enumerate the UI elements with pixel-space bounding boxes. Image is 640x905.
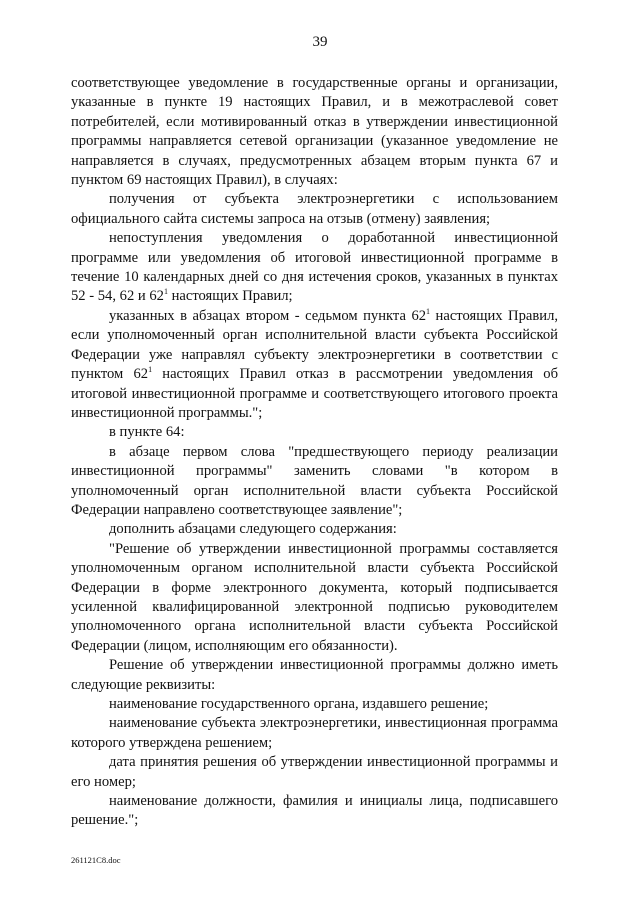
paragraph-4-text-a: указанных в абзацах втором - седьмом пункта 62 — [109, 307, 427, 324]
paragraph-6: в абзаце первом слова "предшествующего периоду реализации инвестиционной программы" заменить словами "в котором в уполномоченный орган исполнительной власти субъекта Российской Федерации направлено соответствующее заявление"; — [71, 443, 558, 518]
paragraph-10: наименование государственного органа, издавшего решение; — [109, 696, 489, 712]
paragraph-4-text-b: настоящих Правил, если уполномоченный орган исполнительной власти субъекта Российской Федерации уже направлял субъекту электроэнергетики в соответствии с пунктом 62 — [71, 307, 558, 383]
document-body — [71, 74, 558, 831]
paragraph-11: наименование субъекта электроэнергетики, инвестиционная программа которого утверждена решением; — [71, 715, 558, 751]
superscript: 1 — [426, 306, 431, 316]
paragraph-1: соответствующее уведомление в государственные органы и организации, указанные в пункте 19 настоящих Правил, и в межотраслевой совет потребителей, если мотивированный отказ в утверждении инвестиционной программы направляется сетевой организации (указанное уведомление не направляется в случаях, предусмотренных абзацем вторым пункта 67 и пунктом 69 настоящих Правил), в случаях: — [71, 75, 558, 189]
paragraph-4 — [71, 307, 558, 423]
paragraph-13: наименование должности, фамилия и инициалы лица, подписавшего решение."; — [71, 793, 558, 829]
paragraph-12: дата принятия решения об утверждении инвестиционной программы и его номер; — [71, 754, 558, 790]
paragraph-3 — [71, 229, 558, 307]
paragraph-3-text-a: непоступления уведомления о доработанной инвестиционной программе или уведомления об итоговой инвестиционной программе в течение 10 календарных дней со дня истечения сроков, указанных в пунктах 52 - 54, 62 и 62 — [71, 230, 558, 305]
superscript: 1 — [148, 365, 153, 375]
superscript: 1 — [163, 287, 168, 297]
paragraph-4-text-c: настоящих Правил отказ в рассмотрении уведомления об итоговой инвестиционной программе и соответствующего итогового проекта инвестиционной программы."; — [71, 366, 558, 421]
paragraph-8: "Решение об утверждении инвестиционной программы составляется уполномоченным органом исполнительной власти субъекта Российской Федерации в форме электронного документа, который подписывается усиленной квалифицированной электронной подписью руководителем уполномоченного органа исполнительной власти субъекта Российской Федерации (лицом, исполняющим его обязанности). — [71, 540, 558, 654]
paragraph-7: дополнить абзацами следующего содержания: — [109, 521, 397, 538]
paragraph-9: Решение об утверждении инвестиционной программы должно иметь следующие реквизиты: — [71, 657, 558, 693]
paragraph-5: в пункте 64: — [109, 424, 185, 441]
footer-file-code: 261121C8.doc — [71, 855, 121, 865]
page-number: 39 — [312, 34, 328, 50]
paragraph-2: получения от субъекта электроэнергетики с использованием официального сайта системы запроса на отзыв (отмену) заявления; — [71, 191, 558, 227]
paragraph-3-text-b: настоящих Правил; — [167, 288, 293, 305]
